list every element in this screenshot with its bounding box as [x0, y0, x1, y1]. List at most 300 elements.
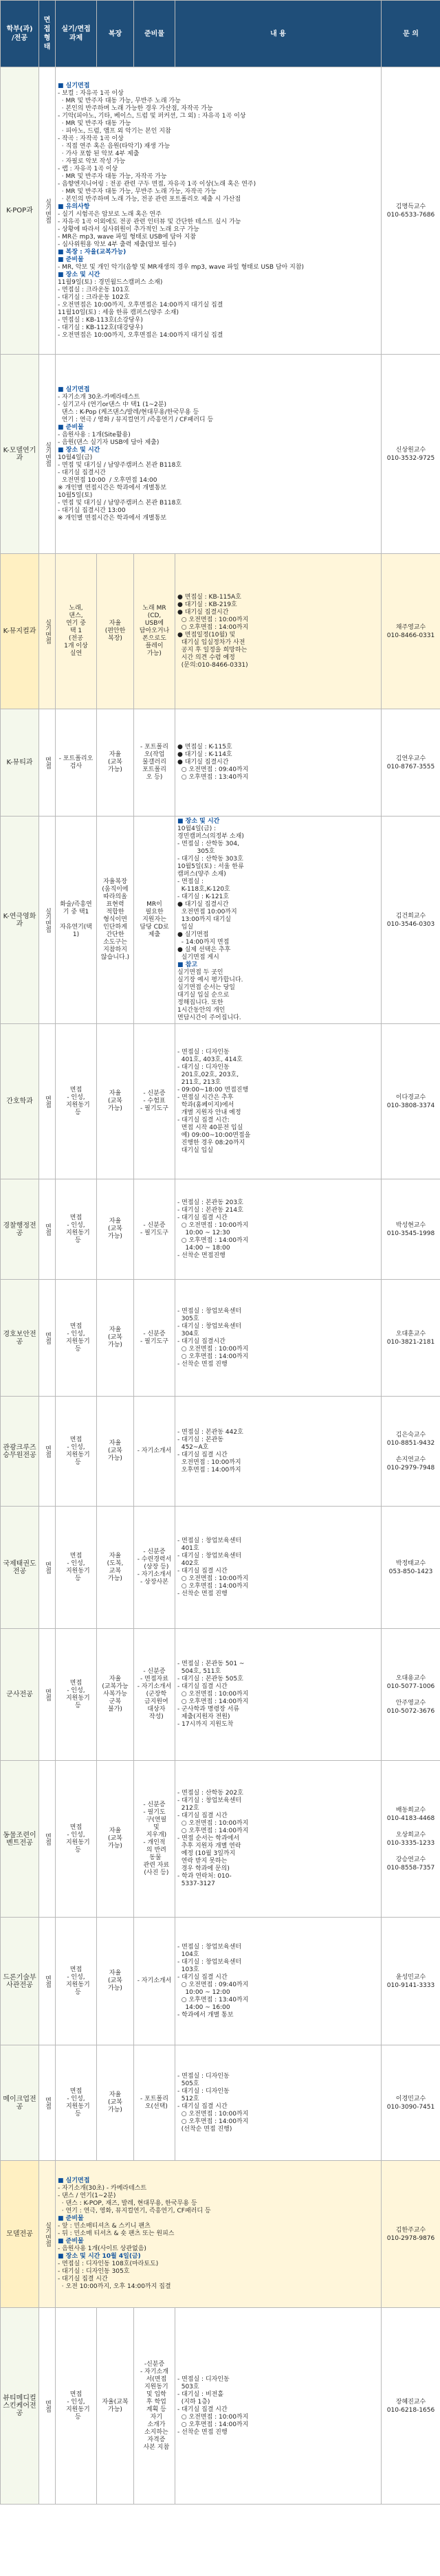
attire-cell: 자율 (교복 가능) — [97, 2045, 134, 2161]
exam-type-cell: 실기면접 — [39, 554, 56, 709]
content-line: · 피아노, 드럼, 앰프 외 악기는 본인 지참 — [58, 127, 171, 135]
content-line: 오후면접 : 14:00까지 — [177, 1466, 241, 1474]
content-line: 진행한 경우 08:20까지 — [177, 1139, 245, 1146]
table-row — [1, 1397, 440, 1507]
table-row — [1, 355, 440, 554]
content-line: ■ 실기면접 — [58, 386, 90, 393]
dept-cell: 드론기술부 사관전공 — [1, 1918, 39, 2045]
content-line: - 면접실 : 본관동 442호 — [177, 1428, 243, 1436]
content-line: ○ 오전면접 : 10:00까지 — [177, 1221, 249, 1229]
content-lines — [177, 1049, 379, 1155]
contact-cell: 김은숙교수 010-8851-9432 손지연교수 010-2979-7948 — [382, 1397, 440, 1507]
content-line: 대기실 입실 순으로 — [177, 992, 230, 999]
header-dept: 학부(과) /전공 — [1, 1, 39, 67]
content-line: ■ 준비물 — [58, 2215, 84, 2222]
content-line: - 대기실 집결시간 — [177, 1337, 226, 1345]
content-line: - 면접실 : — [177, 878, 204, 885]
content-line: 실기장 예시 평가합니다. — [177, 977, 243, 984]
contact-cell: 배동희교수 010-4183-4468 오상희교수 010-3335-1233 강승연교수 010-8558-7357 — [382, 1761, 440, 1918]
content-line: - 대기실 집결 시간 — [177, 1812, 228, 1819]
content-line: - 면접실 : 창업보육센터 — [177, 1307, 242, 1315]
content-line: - 대기실 집결 시간 — [177, 1451, 228, 1458]
table-row — [1, 1918, 440, 2045]
dept-cell: K-POP과 — [1, 67, 39, 355]
contact-cell: 장혜진교수 010-6218-1656 — [382, 2308, 440, 2505]
content-line: - 대기실 : 디자인동 — [177, 2087, 230, 2095]
table-row — [1, 554, 440, 709]
contact-cell: 박정태교수 053-850-1423 — [382, 1507, 440, 1629]
content-line: (선착순 면접 진행) — [177, 2125, 232, 2133]
contact-cell: 채주영교수 010-8466-0331 — [382, 554, 440, 709]
prep-cell: - 자기소개서 — [134, 1397, 175, 1507]
content-line: - 09:00~18:00 면접진행 — [177, 1086, 249, 1093]
content-line: - 선착순 면접 진행 — [177, 1360, 228, 1368]
content-line: 10월5일(토) : 서울 한류 — [177, 863, 244, 870]
content-line: 면접 시작 40분전 입실 — [177, 1124, 243, 1131]
attire-cell: 자율 (교복 가능) — [97, 1918, 134, 2045]
content-line: ○ 오후면접 : 14:00까지 — [177, 2118, 249, 2125]
content-line: - 대기실 : 창업보육센터 — [177, 1322, 242, 1330]
content-line: - 뒤 : 민소매 티셔츠 & 숏 팬츠 또는 원피스 — [58, 2230, 175, 2237]
content-line: ■ 실기면접 — [58, 2177, 90, 2184]
dept-cell: 경호보안전공 — [1, 1280, 39, 1397]
content-line: · 본인의 반주하며 노래 가능, 전공 관련 포트폴리오 제출 시 가산점 — [58, 195, 241, 203]
table-header-row — [1, 1, 440, 67]
contact-cell: 김연우교수 010-8767-3555 — [382, 709, 440, 817]
header-contact: 문 의 — [382, 1, 440, 67]
content-line: - 17시까지 지원도착 — [177, 1721, 234, 1728]
dept-cell: 관광크루즈 승무원전공 — [1, 1397, 39, 1507]
content-lines — [58, 386, 379, 522]
content-line: - 댄스 / 연기(1~2분) — [58, 2192, 116, 2199]
attire-cell: 자율 (교복 가능) — [97, 709, 134, 817]
prep-cell: - 신분증 - 수련경력서 (상장 등) - 자기소개서 - 상장사본 — [134, 1507, 175, 1629]
content-line: · 오전 10:00까지, 오후 14:00까지 집결 — [58, 2283, 171, 2290]
content-line: 대기실 입실정차가 사전 — [177, 639, 245, 646]
content-line: - 면접실 : 디자인동 108호(마라토도) — [58, 2261, 159, 2267]
content-line: - 대기실 : 비전홀 — [177, 2390, 224, 2398]
content-line: · 가사 포함 된 악보 4부 제출 — [58, 150, 140, 157]
content-line: - 음향엔지니어링 : 전공 관련 구두 면접, 자유곡 1곡 이상(노래 혹은 연주) — [58, 180, 256, 188]
content-line: 경우 학과에 문의) — [177, 1865, 230, 1872]
content-lines — [177, 1661, 379, 1729]
prep-cell: - 신분증 - 면접자료 - 자기소개서 (군장학 금지원여 대상자 작성) — [134, 1629, 175, 1761]
attire-cell: 자율 (교복 가능) — [97, 1761, 134, 1918]
content-line: 대기실 입실 — [177, 1146, 214, 1154]
content-lines — [177, 1308, 379, 1368]
content-lines — [177, 1944, 379, 2019]
attire-cell: 자율 (교복 가능) — [97, 1280, 134, 1397]
content-lines — [58, 82, 379, 340]
content-line: - 면접실 시간은 추후 — [177, 1093, 234, 1101]
content-line: ● 면접실 : KB-115A호 — [177, 593, 241, 601]
content-cell — [56, 355, 382, 554]
attire-cell: 자율 (편안한 복장) — [97, 554, 134, 709]
content-line: 211호, 213호 — [177, 1078, 221, 1086]
content-line: ● 면접실 : K-115호 — [177, 744, 232, 751]
content-line: 503호 — [177, 2383, 199, 2390]
content-line: ● 대기실 집결시간 — [177, 608, 229, 616]
exam-type-cell: 면접 — [39, 1629, 56, 1761]
dept-cell: 모델전공 — [1, 2161, 39, 2308]
content-line: ○ 오후면접 : 13:40까지 — [177, 1996, 249, 2003]
content-line: · 본인의 반주하며 노래 가능한 경우 가산점, 자작곡 가능 — [58, 104, 213, 112]
attire-cell: 자율 (교복 가능) — [97, 1397, 134, 1507]
method-cell: 화술/즉흥연기 중 택1 자유연기(택1) — [56, 817, 97, 1024]
content-line: ■ 복장 : 자율(교복가능) — [58, 248, 126, 256]
content-line: 시간 의견 수렴 예정 — [177, 654, 235, 661]
method-cell: 면접 - 인성, 지원동기 등 — [56, 1397, 97, 1507]
content-line: · MR 및 반주자 대동 가능 — [58, 120, 131, 127]
content-line: - 대기실 : 디자인동 — [177, 1063, 230, 1071]
method-cell: 면접 - 인성, 지원동기 등 — [56, 1280, 97, 1397]
content-line: - 음원사용 : 1개(Site활용) — [58, 431, 131, 438]
content-line: - 14:00까지 면접 — [177, 939, 230, 946]
content-line: - 면접 및 대기실 / 남양주캠퍼스 본관 B118호 — [58, 499, 182, 507]
prep-cell: - 신분증 - 필기도 구(연필 및 지우개) - 개인적 의 반려 동물 관련 자료 (사진 등) — [134, 1761, 175, 1918]
content-cell — [56, 67, 382, 355]
dept-cell: K-뮤티과 — [1, 709, 39, 817]
header-prep: 준비물 — [134, 1, 175, 67]
content-lines — [177, 594, 379, 669]
contact-cell: 김한주교수 010-2978-9876 — [382, 2161, 440, 2308]
attire-cell: 자율 (교복가능 사복가능 군복 불가) — [97, 1629, 134, 1761]
content-line: ● 대기실 : KB-219호 — [177, 601, 237, 608]
contact-cell: 오대용교수 010-5077-1006 안주영교수 010-5072-3676 — [382, 1629, 440, 1761]
method-cell: 면접 - 인성, 지원동기 등 — [56, 1761, 97, 1918]
contact-cell: 윤성민교수 010-9141-3333 — [382, 1918, 440, 2045]
content-line: 104호 — [177, 1951, 199, 1958]
content-line: 추후 지원자 개별 연락 — [177, 1843, 241, 1850]
content-line: · 자필로 악보 작성 가능 — [58, 157, 126, 165]
table-row — [1, 67, 440, 355]
content-line: - 면접실 : 산학동 202호 — [177, 1790, 243, 1797]
content-line: - 대기실 : K-121호 — [177, 893, 230, 900]
content-line: - 선착순 면접진행 — [177, 1252, 226, 1259]
content-line: - MR은 mp3, wave 파일 형태로 USB에 담아 지참 — [58, 233, 197, 241]
content-line: - 실기고사 (연기or댄스 中 택1 (1~2분) — [58, 401, 166, 408]
method-cell: 면접 - 인성, 지원동기 등 — [56, 1179, 97, 1280]
contact-cell: 이경민교수 010-3090-7451 — [382, 2045, 440, 2161]
content-line: - 심사위원용 악보 4부 출력 제출(암보 필수) — [58, 241, 177, 248]
content-line: - 앞 : 민소매티셔츠 & 스키니 팬츠 — [58, 2223, 151, 2230]
content-line: · MR 및 반주자 대동 가능, 무반주 노래 가능 — [58, 97, 181, 104]
content-line: 10:00 ~ 12:30 — [177, 1229, 230, 1236]
content-line: 401호, 403호, 414호 — [177, 1056, 243, 1063]
content-line: - 면접실 : KB-113호(소강당우) — [58, 316, 143, 324]
content-line: - 면접실 : 디자인동 — [177, 2375, 230, 2383]
exam-type-cell: 면접 — [39, 1280, 56, 1397]
dept-cell: K-뮤지컬과 — [1, 554, 39, 709]
content-cell — [175, 2045, 382, 2161]
content-line: - 랩 : 자유곡 1곡 이상 — [58, 165, 118, 173]
content-cell — [175, 554, 382, 709]
content-line: 10월4일(금) : — [177, 825, 217, 832]
content-line: 305호 — [177, 1315, 199, 1322]
content-line: - 대기실 : 창업보육센터 — [177, 1552, 242, 1559]
content-line: ● 실제 선택은 추후 — [177, 946, 231, 953]
content-line: - 실기 시험곡은 암보로 노래 혹은 연주 — [58, 210, 162, 218]
content-line: 정해집니다. 또한 — [177, 999, 223, 1006]
content-line: 예) 09:00~10:00면접을 — [177, 1131, 251, 1139]
table-row — [1, 1024, 440, 1179]
content-line: ■ 참고 — [177, 962, 198, 968]
content-line: ○ 오후면접 : 14:00까지 — [177, 623, 249, 631]
content-line: ○ 오전면접 : 10:00까지 — [177, 1345, 249, 1353]
content-line: ○ 오후면접 : 14:00까지 — [177, 1353, 249, 1360]
contact-cell: 오대훈교수 010-3821-2181 — [382, 1280, 440, 1397]
content-line: - 대기실 집결 시간 — [177, 1683, 228, 1690]
method-cell: 면접 - 인성, 지원동기 등 — [56, 1629, 97, 1761]
content-line: · MR 및 반주자 대동 가능, 무반주 노래 가능, 자작곡 가능 — [58, 188, 217, 195]
content-lines — [177, 744, 379, 781]
exam-type-cell: 면접 — [39, 1761, 56, 1918]
content-line: 경민캠퍼스(의정부 소재) — [177, 833, 244, 840]
content-line: ● 대기실 집결시간 — [177, 901, 229, 908]
content-cell — [56, 2161, 382, 2308]
content-line: - 학과에서 개별 통보 — [177, 2011, 234, 2019]
content-line: 댄스 : K-Pop (케즈댄스/발레/현대무용/한국무용 등 — [58, 408, 199, 416]
content-cell — [175, 1629, 382, 1761]
content-line: - 면접실 : 창업보육센터 — [177, 1943, 242, 1951]
content-line: - 대기실 : 디자인동 305호 — [58, 2268, 130, 2275]
dept-cell: 메이크업전 공 — [1, 2045, 39, 2161]
content-line: - 면접 순서는 학과에서 — [177, 1835, 240, 1842]
content-line: ○ 오전면접 : 10:00까지 — [177, 616, 249, 623]
content-line: - 자유곡 1곡 이외에도 전공 관련 인터뷰 및 간단한 테스트 실시 가능 — [58, 218, 241, 225]
content-line: - 면접실 : 디자인동 — [177, 2072, 230, 2080]
exam-type-cell: 면접 — [39, 709, 56, 817]
content-line: ● 면접일정(10월) 및 — [177, 631, 236, 639]
exam-type-cell: 면접 — [39, 1507, 56, 1629]
content-line: - 대기실 집결 시간 — [177, 2102, 228, 2110]
content-line: 10월5일(토) — [58, 491, 93, 499]
content-line: - 대기실 집결 시간 — [177, 2406, 228, 2413]
content-line: ○ 오후면접 : 14:00까지 — [177, 2421, 249, 2428]
content-line: (문의:010-8466-0331) — [177, 661, 248, 669]
content-lines — [177, 1790, 379, 1888]
method-cell: 노래, 댄스, 연기 중 택 1 (전공 1개 이상 실연 — [56, 554, 97, 709]
prep-cell: MR이 필요한 지원자는 담당 CD로 제출 — [134, 817, 175, 1024]
content-line: 10월4일(금) — [58, 454, 93, 461]
content-cell — [175, 1397, 382, 1507]
content-line: - 대기실 집결 시간 — [177, 1973, 228, 1981]
content-lines — [177, 1429, 379, 1474]
content-line: · 댄스 : K-POP, 재즈, 발레, 현대무용, 한국무용 등 — [58, 2200, 197, 2207]
content-line: ● 대기실 집결시간 — [177, 759, 229, 766]
content-line: - 보컬 : 자유곡 1곡 이상 — [58, 89, 124, 97]
exam-type-cell: 실기면접 — [39, 817, 56, 1024]
content-line: - 대기실 집결 시간 — [58, 2276, 108, 2283]
content-line: 11월9일(토) : 경민월드스캠퍼스 소재) — [58, 278, 163, 286]
content-line: ■ 준비물 — [58, 256, 84, 263]
dept-cell: 간호학과 — [1, 1024, 39, 1179]
content-line: ※ 개인별 면접시간은 학과에서 개별통보 — [58, 484, 167, 491]
table-row — [1, 817, 440, 1024]
content-line: 401호 — [177, 1544, 199, 1552]
content-line: ■ 장소 및 시간 — [58, 271, 100, 278]
table-row — [1, 1629, 440, 1761]
content-line: ○ 오전면접 : 10:00까지 — [177, 1575, 249, 1582]
content-line: ■ 준비물 — [58, 423, 84, 431]
attire-cell: 자율복장 (움직이에 따라의올 표현력 적합한 형식이면 인단하게 간단한 소도구는 지참하지 않습니다.) — [97, 817, 134, 1024]
attire-cell: 자율 (교복 가능) — [97, 1024, 134, 1179]
content-cell — [175, 817, 382, 1024]
content-line: ○ 오전면접 : 10:00까지 — [177, 2413, 249, 2421]
content-line: 505호 — [177, 2080, 199, 2087]
exam-type-cell: 실기면접 — [39, 355, 56, 554]
content-line: - 기악(피아노, 기타, 베이스, 드럼 및 퍼커션, 그 외) : 자유곡 1곡 이상 — [58, 112, 246, 120]
table-row — [1, 1280, 440, 1397]
content-line: - 대기실 : 본관동 214호 — [177, 1206, 243, 1214]
content-lines — [177, 1199, 379, 1260]
content-line: - 대기실 집결시간 13:00 — [58, 507, 126, 514]
table-row — [1, 2161, 440, 2308]
content-line: 201호,02호, 203호, — [177, 1071, 239, 1078]
prep-cell: - 자기소개서 — [134, 1918, 175, 2045]
content-line: - 학과 연락처: 010- — [177, 1873, 232, 1880]
attire-cell: 자율 (도복, 교복 가능) — [97, 1507, 134, 1629]
content-line: 오전면접 10:00 / 오후면접 14:00 — [58, 476, 157, 484]
exam-type-cell: 면접 — [39, 1918, 56, 2045]
prep-cell: - 신분증 - 필기도구 — [134, 1179, 175, 1280]
content-cell — [175, 1507, 382, 1629]
contact-cell: 김명득교수 010-6533-7686 — [382, 67, 440, 355]
prep-cell: - 신분증 - 수험표 - 필기도구 — [134, 1024, 175, 1179]
content-line: 입실 — [177, 924, 194, 931]
dept-cell: 경찰행정전공 — [1, 1179, 39, 1280]
content-cell — [175, 1179, 382, 1280]
content-line: 실기면접 게시 — [177, 954, 219, 961]
content-line: ■ 장소 및 시간 10월 4일(금) — [58, 2253, 141, 2260]
content-line: ※ 개인별 면접시간은 학과에서 개별통보 — [58, 514, 167, 522]
content-lines — [177, 1537, 379, 1598]
content-line: - 면접실 : 본관동 203호 — [177, 1199, 243, 1206]
content-cell — [175, 2308, 382, 2505]
table-row — [1, 709, 440, 817]
content-line: - 대기실 집결시간 — [58, 469, 106, 476]
content-line: ■ 실기면접 — [58, 82, 90, 89]
content-line: 실기면접 순서는 당일 — [177, 984, 235, 991]
content-line: ○ 오후면접 : 13:40까지 — [177, 774, 249, 781]
dept-cell: 군사전공 — [1, 1629, 39, 1761]
content-line: 504호, 511호 — [177, 1668, 221, 1675]
content-line: · 연기 : 연극, 영화, 뮤지컬연기, 즉흥연기, CF패러디 등 — [58, 2208, 211, 2214]
content-line: 14:00 ~ 16:00 — [177, 2003, 230, 2011]
content-cell — [175, 1761, 382, 1918]
content-line: - 대기실 : 창업보육센터 — [177, 1797, 242, 1804]
content-line: 개별 지원자 안내 예정 — [177, 1109, 241, 1116]
exam-type-cell: 면접 — [39, 2308, 56, 2505]
exam-type-cell: 면접 — [39, 1024, 56, 1179]
content-line: - 대기실 : KB-112호(대강당우) — [58, 324, 143, 331]
header-exam-type: 면접 형태 — [39, 1, 56, 67]
prep-cell: - 신분증 - 필기도구 — [134, 1280, 175, 1397]
prep-cell: -신분증 - 자기소개 서(면접 지원동기 및 입학 후 학업 계획 등 자기 소개가 소지하는 자격증 사본 지참 — [134, 2308, 175, 2505]
content-line: 면담시간이 주어집니다. — [177, 1014, 241, 1021]
content-cell — [175, 1280, 382, 1397]
content-line: - 대기실 집결 시간 — [177, 1567, 228, 1575]
content-line: 오전면접 10:00까지 — [177, 909, 237, 915]
dept-cell: K-연극영화과 — [1, 817, 39, 1024]
content-line: - 면접실 : 산학동 304, — [177, 841, 239, 847]
content-line: - 면접실 : 크라운동 101호 — [58, 286, 130, 293]
table-row — [1, 2308, 440, 2505]
content-line: 공지 후 일정을 희망하는 — [177, 646, 248, 654]
content-line: 305호 — [177, 848, 215, 855]
method-cell: 면접 - 인성, 지원동기 등 — [56, 2308, 97, 2505]
content-lines — [177, 818, 379, 1022]
content-cell — [175, 709, 382, 817]
content-line: 연락 받지 못하는 — [177, 1858, 228, 1865]
table-row — [1, 1507, 440, 1629]
dept-cell: 뷰티메디컬 스킨케어전 공 — [1, 2308, 39, 2505]
content-line: - 자기소개 30초-카메라테스트 — [58, 393, 140, 401]
content-line: 304호 — [177, 1330, 199, 1337]
content-lines — [177, 2376, 379, 2436]
method-cell: 면접 - 인성, 지원동기 등 — [56, 2045, 97, 2161]
table-row — [1, 2045, 440, 2161]
content-line: 212호 — [177, 1805, 199, 1812]
content-line: - 대기실 집결 시간: — [177, 1116, 230, 1124]
content-line: 10:00 ~ 12:00 — [177, 1988, 230, 1996]
content-line: 연기 : 연극 / 영화 / 뮤지컬연기 /즉흥연기 / CF패러디 등 — [58, 416, 214, 423]
contact-cell: 박성현교수 010-3545-1998 — [382, 1179, 440, 1280]
content-line: 예정 (10월 3일까지 — [177, 1850, 236, 1857]
header-attire: 복장 — [97, 1, 134, 67]
content-line: - 상황에 따라서 심사위원이 추가적인 노래 요구 가능 — [58, 225, 199, 233]
content-line: - 군사학과 명령장 서류 — [177, 1706, 240, 1713]
prep-cell: - 포트폴리 오(선택) — [134, 2045, 175, 2161]
exam-type-cell: 면접 — [39, 2045, 56, 2161]
content-line: - 선착순 면접 진행 — [177, 1590, 228, 1597]
content-line: - 대기실 : 산학동 303호 — [177, 856, 243, 863]
contact-cell: 김건희교수 010-3546-0303 — [382, 817, 440, 1024]
method-cell: 면접 - 인성, 지원동기 등 — [56, 1024, 97, 1179]
content-line: - 대기실 : 본관동 505호 — [177, 1676, 243, 1683]
content-line: - 면접 및 대기실 / 남양주캠퍼스 본관 B118호 — [58, 461, 182, 469]
attire-cell: 자율 (교복 가능) — [97, 1179, 134, 1280]
attire-cell: 자율(교복 가능) — [97, 2308, 134, 2505]
content-line: - 선착순 면접 진행 — [177, 2428, 228, 2436]
content-line: ○ 오전면접 : 09:40까지 — [177, 766, 249, 773]
exam-type-cell: 실기면접 — [39, 2161, 56, 2308]
content-line: - 작곡 : 자작곡 1곡 이상 — [58, 135, 124, 142]
content-line: ● 실기면접 — [177, 931, 209, 938]
content-line: ○ 오후면접 : 14:00까지 — [177, 1828, 249, 1834]
content-line: 5337-3127 — [177, 1880, 215, 1887]
dept-cell: 국제태권도 전공 — [1, 1507, 39, 1629]
content-line: 11월10일(토) : 세움 한류 캠퍼스(양주 소재) — [58, 309, 179, 316]
content-line: 오전면접 : 10:00까지 — [177, 1458, 241, 1466]
content-line: - 자기소개(30초) - 카메라테스트 — [58, 2185, 147, 2192]
content-line: 학과(홈페이지)에서 — [177, 1101, 234, 1109]
prep-cell: - 포트폴리 오(작업 물갤러리 포트폴리 오 등) — [134, 709, 175, 817]
header-content: 내 용 — [175, 1, 382, 67]
dept-cell: 동물조련이 벤트전공 — [1, 1761, 39, 1918]
content-line: 14:00 ~ 18:00 — [177, 1244, 230, 1252]
method-cell: - 포트폴리오 검사 — [56, 709, 97, 817]
contact-cell: 신상원교수 010-3532-9725 — [382, 355, 440, 554]
content-line: 1시간동안의 개인 — [177, 1007, 226, 1014]
table-row — [1, 1179, 440, 1280]
content-line: ■ 장소 및 시간 — [177, 818, 220, 825]
exam-type-cell: 실기면접 — [39, 67, 56, 355]
exam-type-cell: 면접 — [39, 1397, 56, 1507]
table-row — [1, 1761, 440, 1918]
content-line: ■ 유의사항 — [58, 203, 90, 210]
content-line: 402호 — [177, 1559, 199, 1567]
